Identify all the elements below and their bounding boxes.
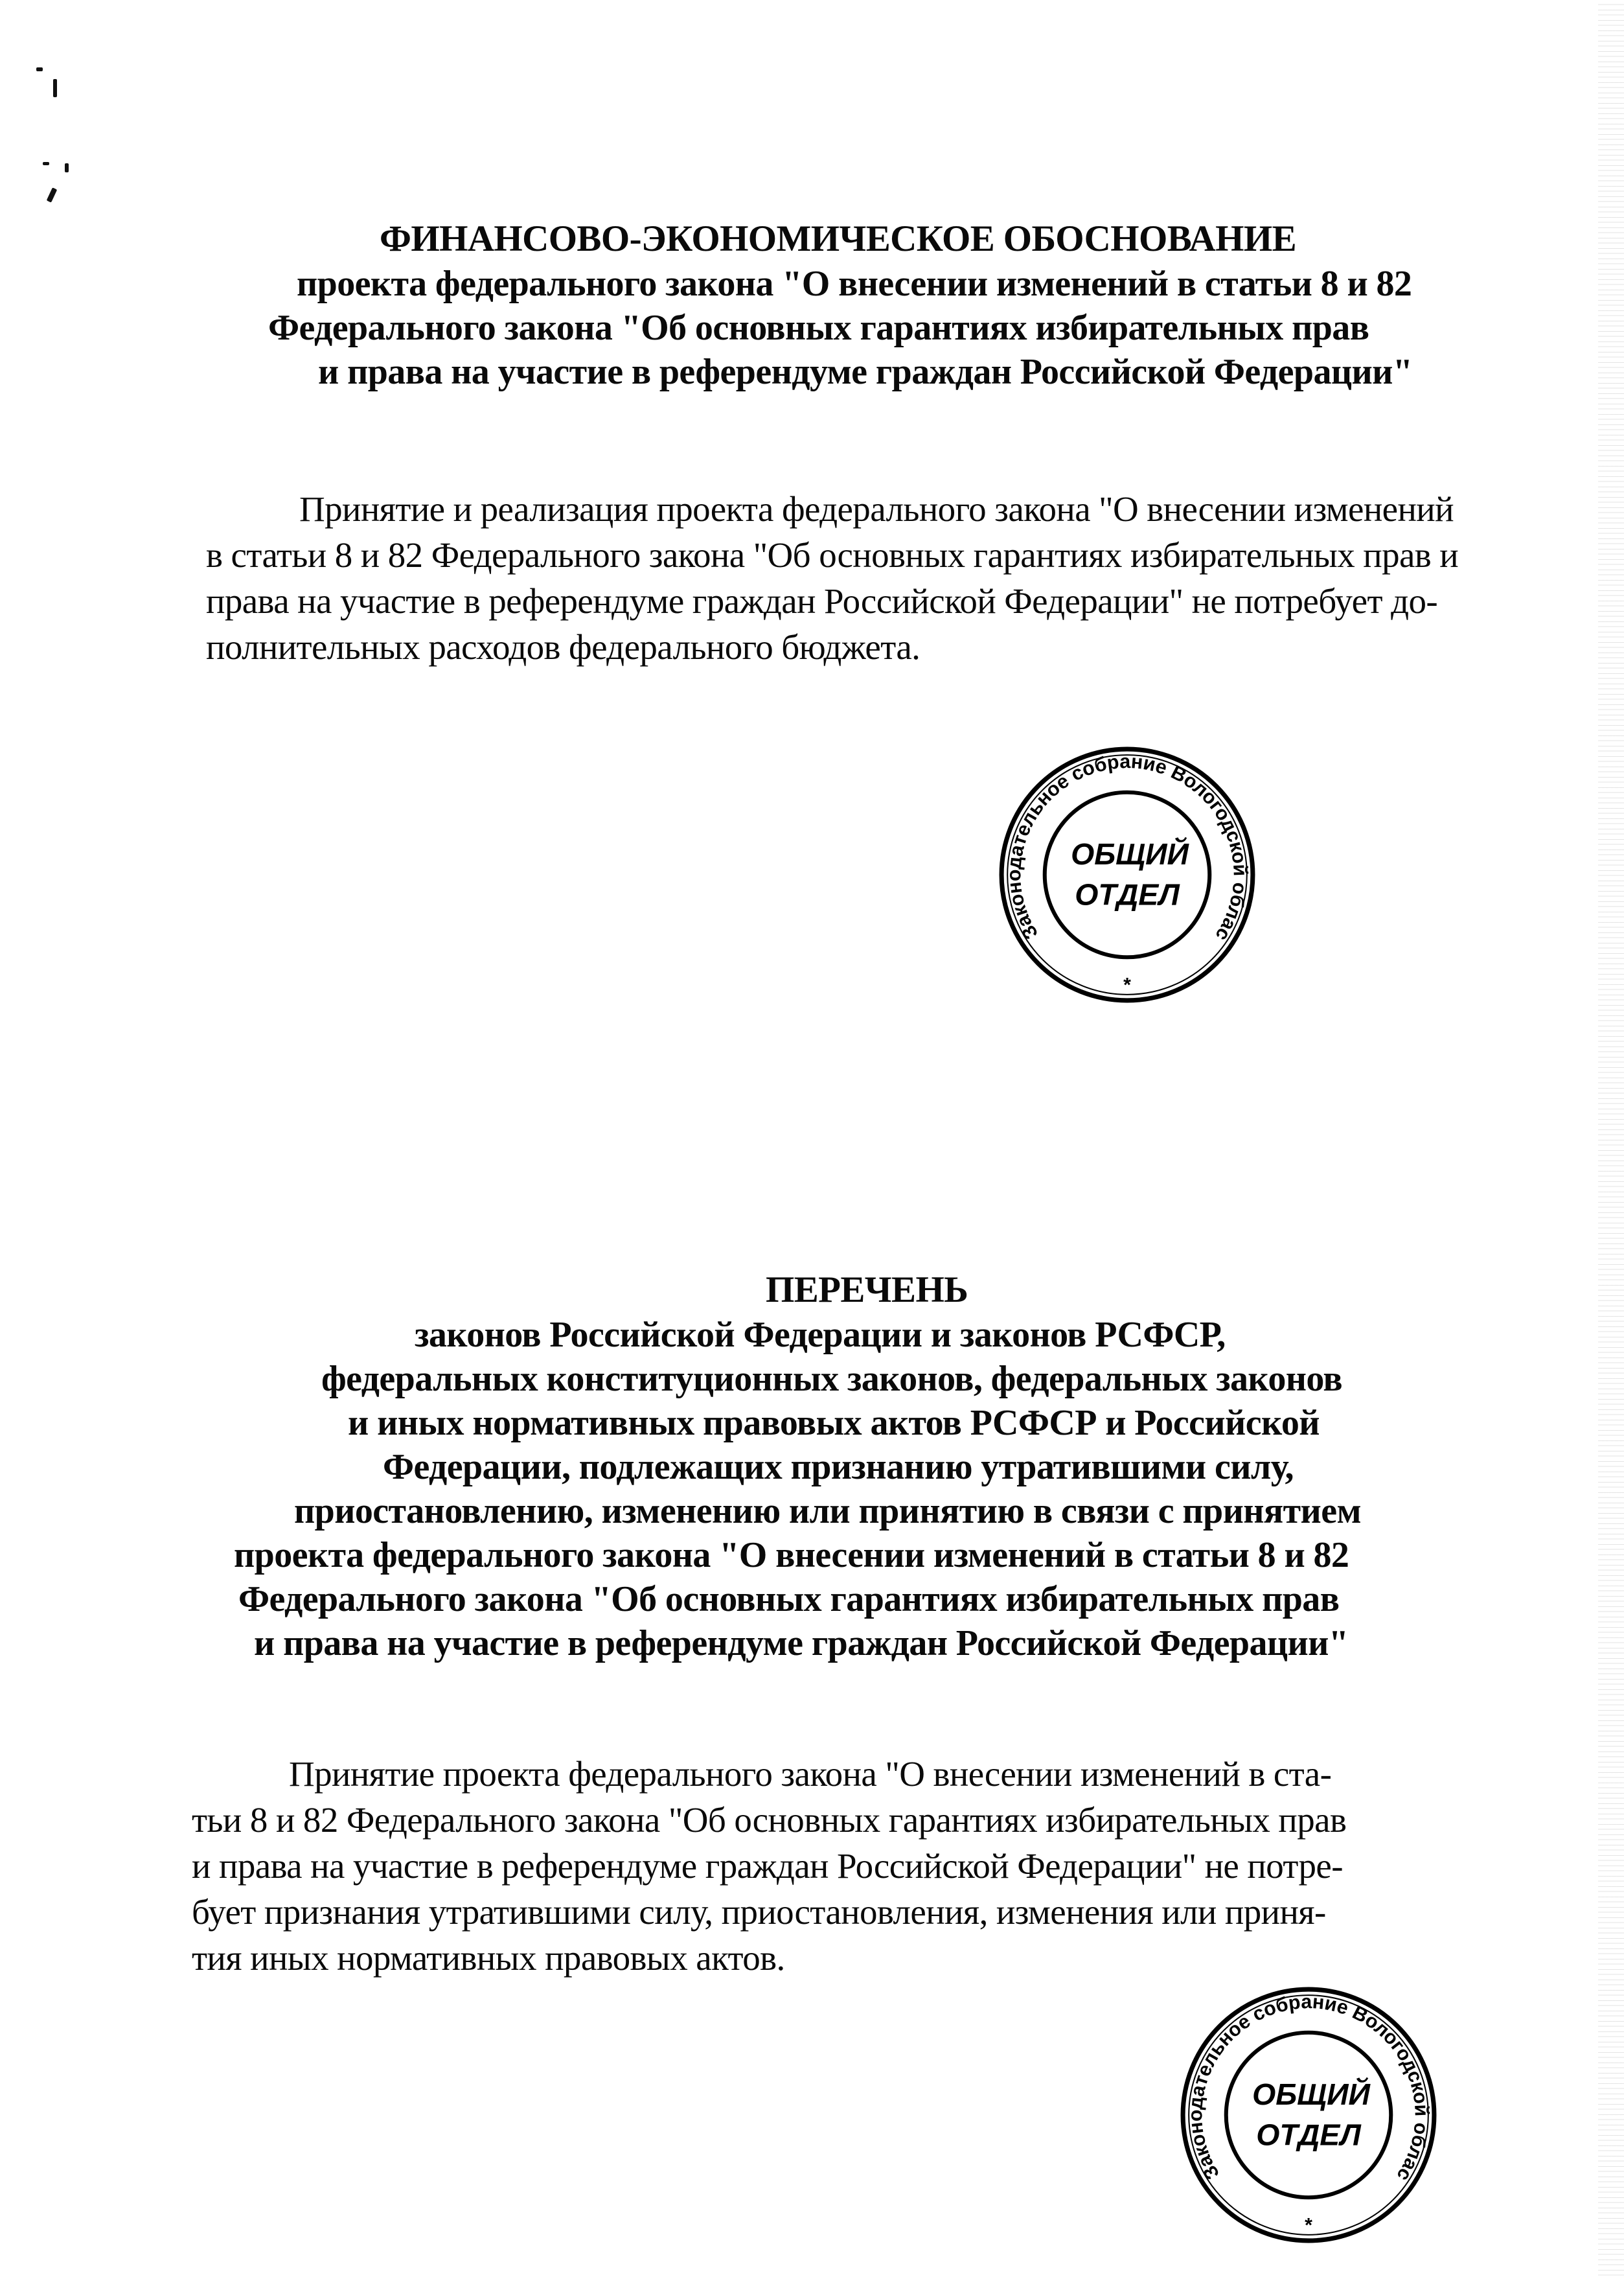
scan-speck <box>47 187 58 202</box>
section1-title: ФИНАНСОВО-ЭКОНОМИЧЕСКОЕ ОБОСНОВАНИЕ <box>380 218 1296 259</box>
section2-body-line: Принятие проекта федерального закона "О внесении изменений в ста- <box>289 1754 1332 1794</box>
section2-subtitle-line: законов Российской Федерации и законов РСФСР, <box>415 1315 1226 1355</box>
section1-body-line: права на участие в референдуме граждан Российской Федерации" не потребует до- <box>206 581 1438 621</box>
stamp-ring-text: Законодательное собрание Вологодской области <box>1171 1967 1432 2185</box>
stamp-center-line2: ОТДЕЛ <box>1256 2118 1361 2152</box>
section2-subtitle-line: и иных нормативных правовых актов РСФСР и Российской <box>348 1403 1320 1443</box>
section2-subtitle-line: федеральных конституционных законов, федеральных законов <box>321 1359 1343 1399</box>
stamp-center-line2: ОТДЕЛ <box>1075 877 1180 912</box>
scan-speck <box>43 162 49 165</box>
stamp-outer-ring <box>1183 1989 1434 2241</box>
stamp-inner-ring <box>1045 792 1210 958</box>
section2-subtitle-line: Федерального закона "Об основных гарантиях избирательных прав <box>238 1579 1340 1619</box>
stamp-graphic <box>1171 1967 1439 2246</box>
official-stamp <box>990 727 1258 1006</box>
stamp-outer-ring <box>1001 749 1253 1000</box>
scan-speck <box>65 163 69 172</box>
stamp-center-line1: ОБЩИЙ <box>1071 837 1189 871</box>
stamp-center-line1: ОБЩИЙ <box>1252 2077 1370 2111</box>
official-stamp <box>1171 1967 1439 2246</box>
section1-body-line: в статьи 8 и 82 Федерального закона "Об основных гарантиях избирательных прав и <box>206 535 1459 575</box>
stamp-ring-text: Законодательное собрание Вологодской области <box>990 727 1251 945</box>
section2-title: ПЕРЕЧЕНЬ <box>766 1269 968 1310</box>
scan-edge-noise <box>1598 0 1624 2277</box>
section2-subtitle-line: и права на участие в референдуме граждан Российской Федерации" <box>254 1623 1349 1663</box>
section2-body-line: бует признания утратившими силу, приостановления, изменения или приня- <box>192 1892 1326 1932</box>
stamp-graphic <box>990 727 1258 1006</box>
section1-body-line: полнительных расходов федерального бюджета. <box>206 627 921 667</box>
stamp-inner-ring <box>1226 2033 1391 2198</box>
section2-subtitle-line: приостановлению, изменению или принятию в связи с принятием <box>294 1491 1362 1531</box>
section1-subtitle-line: Федерального закона "Об основных гарантиях избирательных прав <box>268 308 1369 348</box>
scan-speck <box>53 79 57 97</box>
section1-subtitle-line: и права на участие в референдуме граждан Российской Федерации" <box>318 352 1413 392</box>
scan-speck <box>36 67 43 71</box>
section1-body-line: Принятие и реализация проекта федерального закона "О внесении изменений <box>299 489 1454 529</box>
stamp-star: * <box>1123 974 1131 996</box>
section2-subtitle-line: проекта федерального закона "О внесении изменений в статьи 8 и 82 <box>234 1535 1349 1575</box>
section2-subtitle-line: Федерации, подлежащих признанию утратившими силу, <box>383 1447 1294 1487</box>
section2-body-line: тьи 8 и 82 Федерального закона "Об основных гарантиях избирательных прав <box>192 1800 1347 1840</box>
section2-body-line: и права на участие в референдуме граждан Российской Федерации" не потре- <box>192 1846 1343 1886</box>
section2-body-line: тия иных нормативных правовых актов. <box>192 1938 785 1978</box>
stamp-star: * <box>1305 2214 1312 2236</box>
section1-subtitle-line: проекта федерального закона "О внесении изменений в статьи 8 и 82 <box>297 264 1412 304</box>
